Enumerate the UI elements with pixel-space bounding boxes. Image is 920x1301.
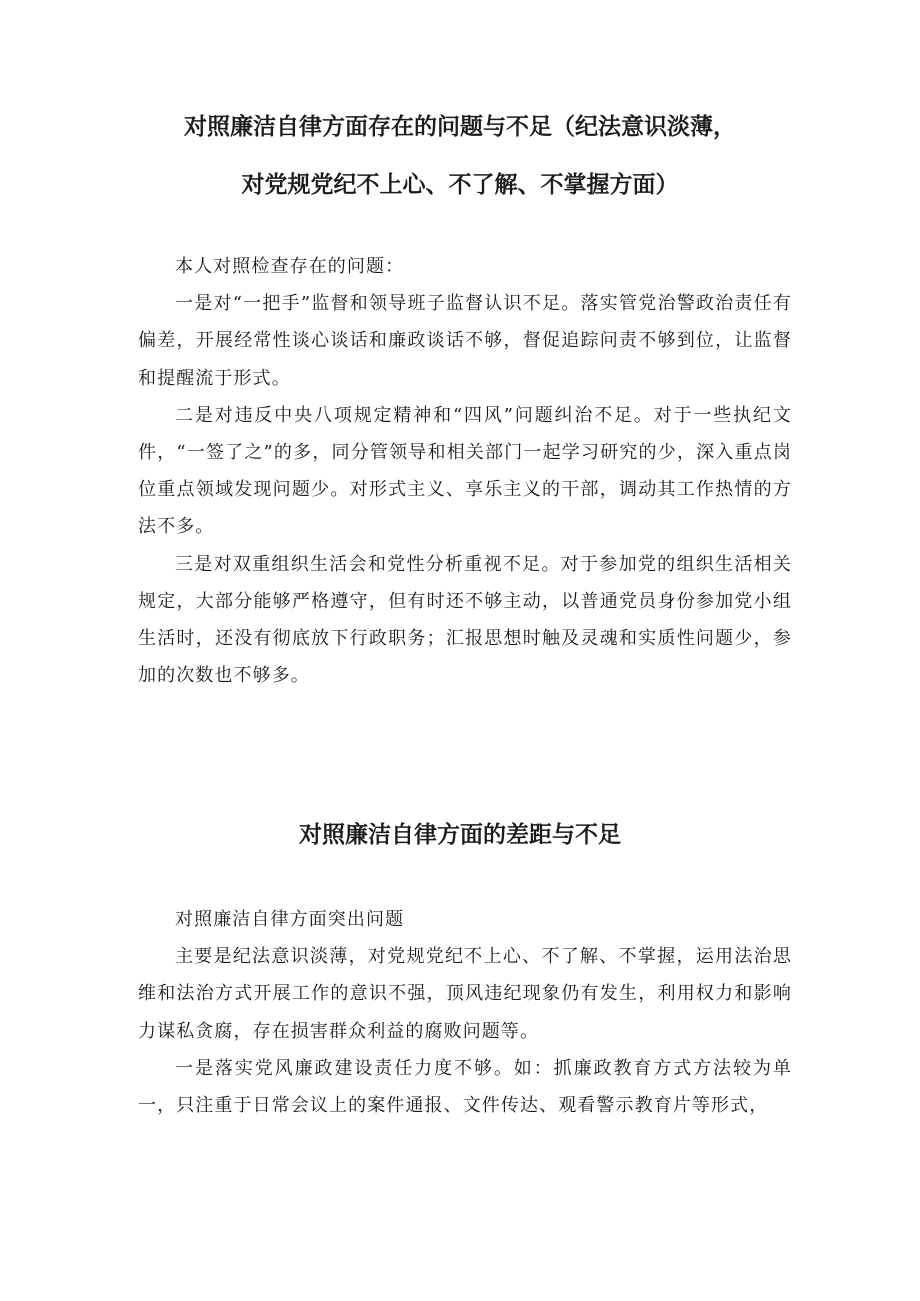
document-title (130, 98, 790, 214)
document-title-line-2: 对党规党纪不上心、不了解、不掌握方面） (241, 172, 679, 198)
section-problems (138, 248, 792, 694)
paragraph-point-1: 一是对“一把手”监督和领导班子监督认识不足。落实管党治警政治责任有偏差，开展经常性谈心谈话和廉政谈话不够，督促追踪问责不够到位，让监督和提醒流于形式。 (138, 293, 792, 389)
section-heading-gaps: 对照廉洁自律方面的差距与不足 (299, 822, 621, 848)
paragraph-point-3: 三是对双重组织生活会和党性分析重视不足。对于参加党的组织生活相关规定，大部分能够严格遵守，但有时还不够主动，以普通党员身份参加党小组生活时，还没有彻底放下行政职务；汇报思想时触及灵魂和实质性问题少，参加的次数也不够多。 (138, 553, 792, 687)
paragraph-gap-1: 一是落实党风廉政建设责任力度不够。如：抓廉政教育方式方法较为单一，只注重于日常会议上的案件通报、文件传达、观看警示教育片等形式， (138, 1057, 792, 1117)
paragraph-point-2: 二是对违反中央八项规定精神和“四风”问题纠治不足。对于一些执纪文件，“一签了之”的多，同分管领导和相关部门一起学习研究的少，深入重点岗位重点领域发现问题少。对形式主义、享乐主义的干部，调动其工作热情的方法不多。 (138, 404, 792, 538)
paragraph-subheading: 对照廉洁自律方面突出问题 (175, 909, 405, 930)
paragraph-summary: 主要是纪法意识淡薄，对党规党纪不上心、不了解、不掌握，运用法治思维和法治方式开展工作的意识不强，顶风违纪现象仍有发生，利用权力和影响力谋私贪腐，存在损害群众利益的腐败问题等。 (138, 946, 792, 1042)
document-title-line-1: 对照廉洁自律方面存在的问题与不足（纪法意识淡薄， (184, 114, 736, 140)
paragraph-intro: 本人对照检查存在的问题： (175, 256, 405, 277)
section-gaps (138, 901, 792, 1124)
